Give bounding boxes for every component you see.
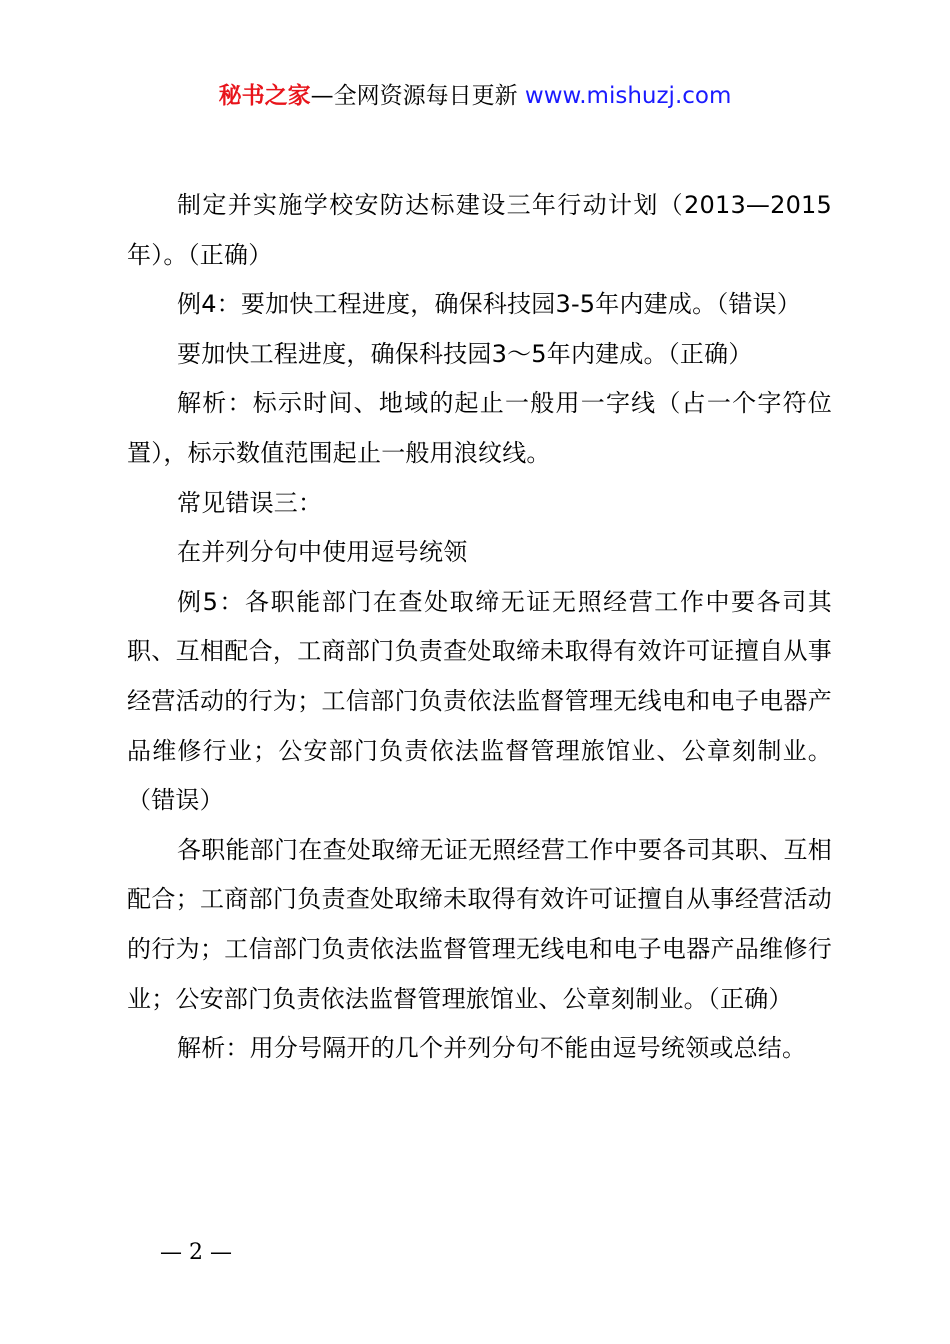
paragraph: 制定并实施学校安防达标建设三年行动计划（2013—2015年）。（正确） — [127, 191, 832, 269]
document-body — [127, 181, 832, 1074]
section-subheading: 在并列分句中使用逗号统领 — [177, 538, 468, 567]
paragraph: 解析：用分号隔开的几个并列分句不能由逗号统领或总结。 — [177, 1034, 807, 1063]
page-number: — 2 — — [160, 1240, 232, 1265]
header-tagline: —全网资源每日更新 — [310, 83, 518, 109]
section-heading: 常见错误三： — [177, 488, 323, 517]
paragraph: 解析：标示时间、地域的起止一般用一字线（占一个字符位置），标示数值范围起止一般用浪纹线。 — [127, 389, 832, 467]
paragraph: 各职能部门在查处取缔无证无照经营工作中要各司其职、互相配合；工商部门负责查处取缔未取得有效许可证擅自从事经营活动的行为；工信部门负责依法监督管理无线电和电子电器产品维修行业；公安部门负责依法监督管理旅馆业、公章刻制业。（正确） — [127, 835, 832, 1013]
brand-name: 秘书之家 — [218, 83, 311, 109]
site-link[interactable]: www.mishuzj.com — [524, 83, 732, 109]
paragraph: 例4：要加快工程进度，确保科技园3-5年内建成。（错误） — [177, 290, 802, 319]
page-header — [0, 80, 950, 112]
paragraph: 要加快工程进度，确保科技园3～5年内建成。（正确） — [177, 339, 753, 368]
paragraph: 例5：各职能部门在查处取缔无证无照经营工作中要各司其职、互相配合，工商部门负责查处取缔未取得有效许可证擅自从事经营活动的行为；工信部门负责依法监督管理无线电和电子电器产品维修行业；公安部门负责依法监督管理旅馆业、公章刻制业。（错误） — [127, 587, 832, 815]
